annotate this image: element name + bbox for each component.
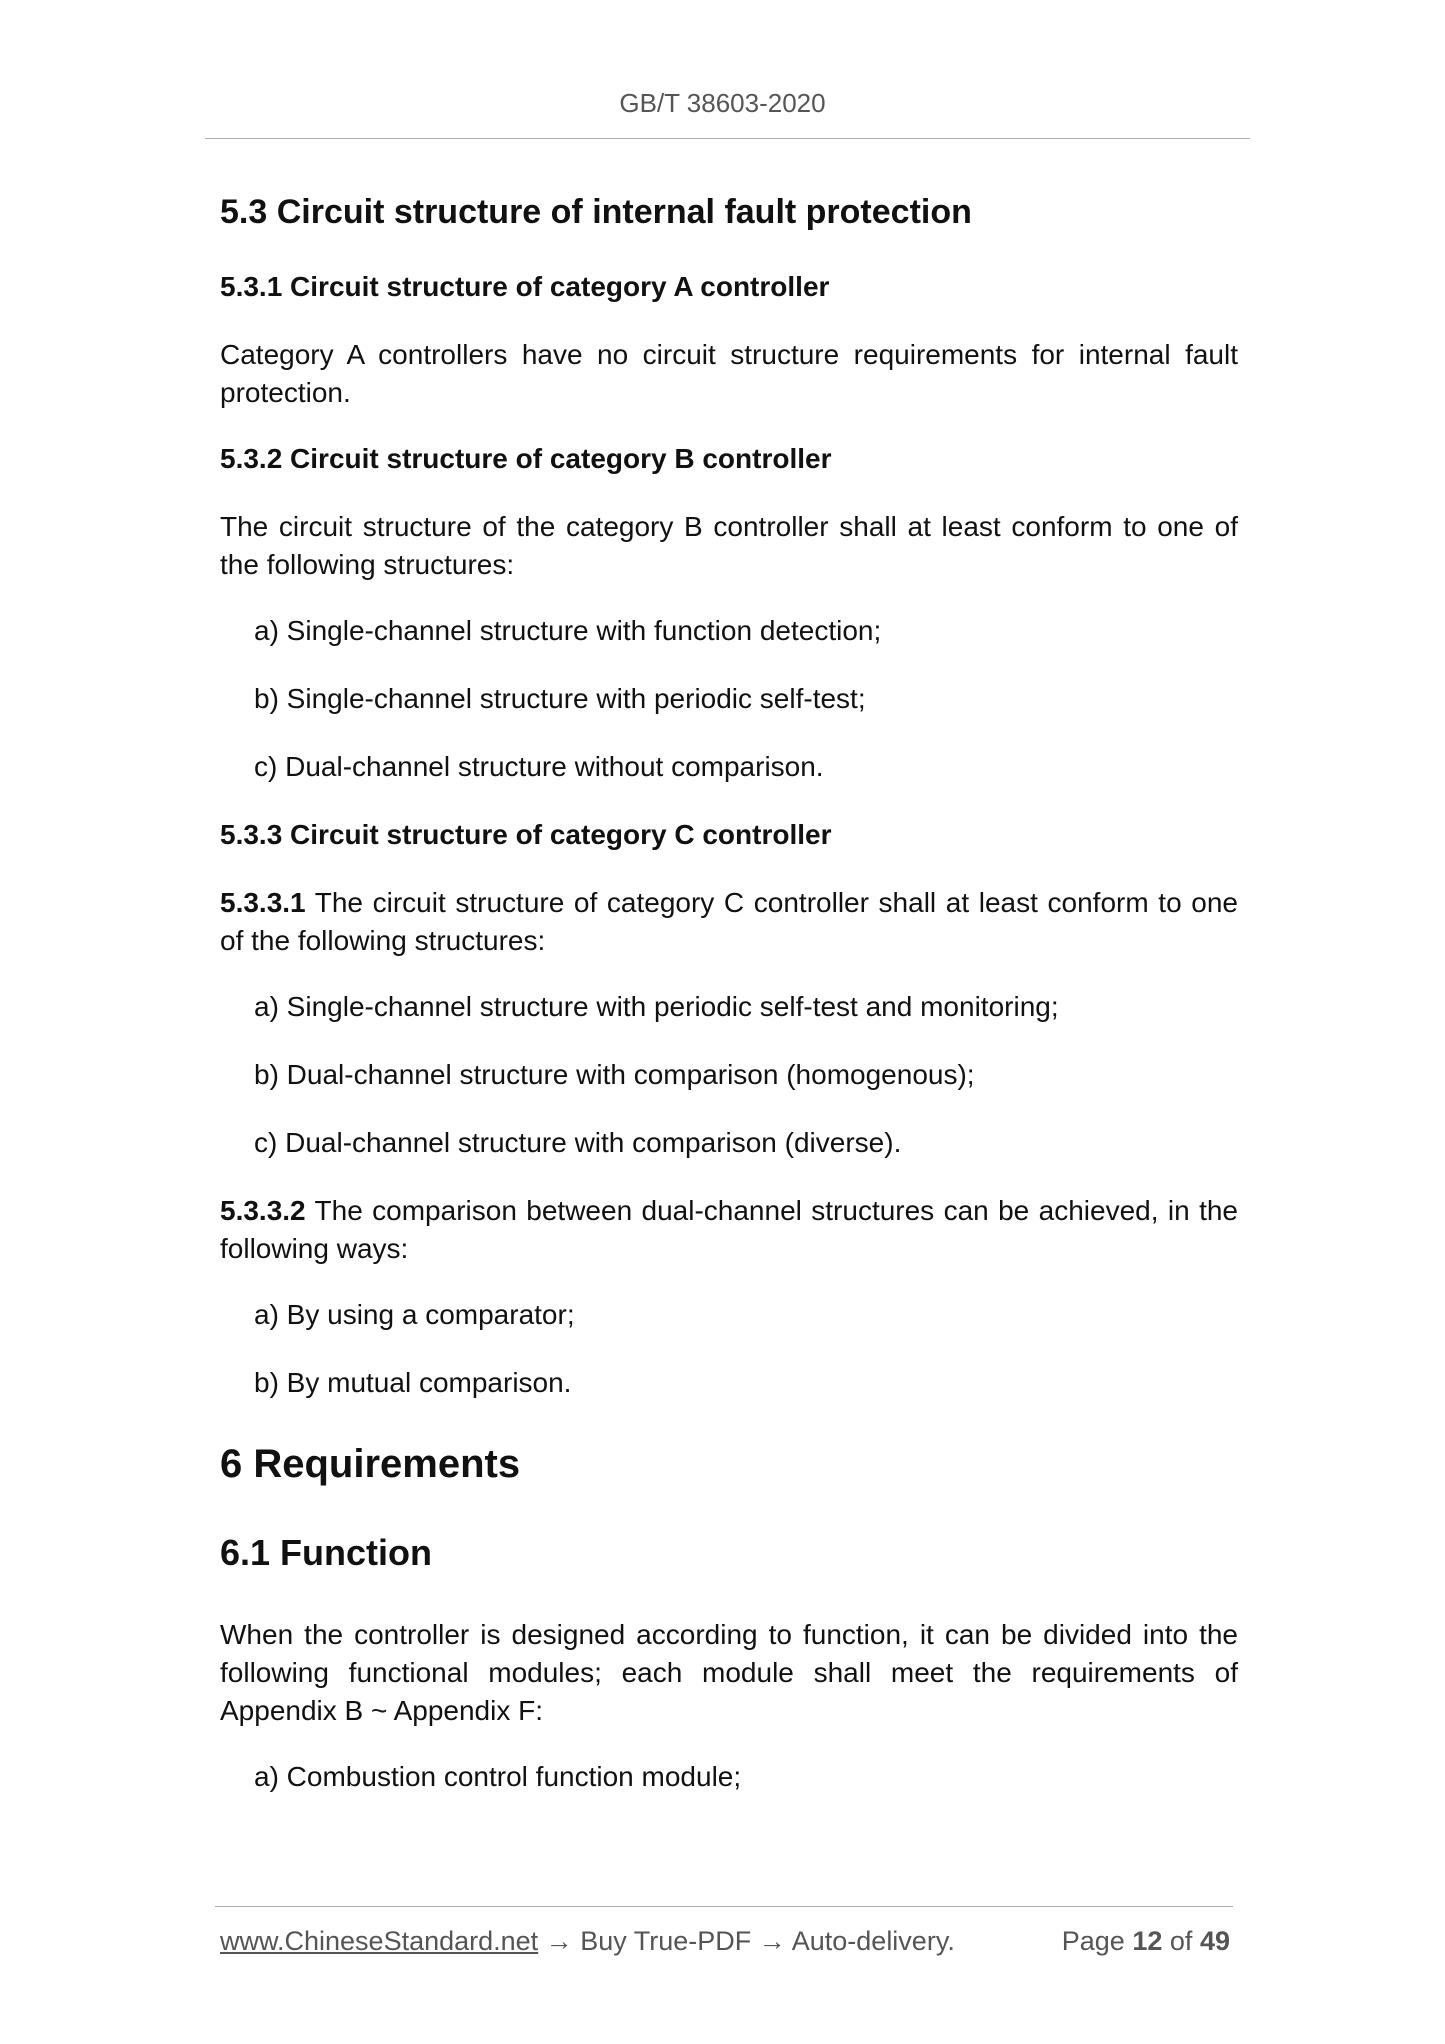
clause-text: The circuit structure of category C controller shall at least conform to one of the following structures: [220, 886, 1238, 956]
list-item: c) Dual-channel structure without comparison. [254, 750, 824, 782]
page-label: Page [1061, 1926, 1125, 1956]
heading-5-3-3: 5.3.3 Circuit structure of category C controller [220, 818, 832, 850]
list-item: b) Dual-channel structure with comparison (homogenous); [254, 1058, 975, 1090]
paragraph-6-1: When the controller is designed according to function, it can be divided into the following functional modules; each module shall meet the requirements of Appendix B ~ Appendix F: [220, 1619, 1238, 1727]
website-link[interactable]: www.ChineseStandard.net [220, 1926, 539, 1956]
page-total: 49 [1199, 1926, 1230, 1956]
list-item: a) Combustion control function module; [254, 1761, 742, 1793]
paragraph-5-3-2: The circuit structure of the category B controller shall at least conform to one of the following structures: [220, 510, 1238, 580]
list-item: a) Single-channel structure with function detection; [254, 614, 882, 646]
heading-5-3-2: 5.3.2 Circuit structure of category B controller [220, 442, 832, 474]
page-content [220, 180, 1238, 1826]
paragraph-5-3-3-2 [220, 1192, 1238, 1268]
heading-6-1: 6.1 Function [220, 1531, 433, 1573]
clause-text: The comparison between dual-channel structures can be achieved, in the following ways: [220, 1194, 1238, 1264]
list-item: b) By mutual comparison. [254, 1366, 572, 1398]
paragraph-5-3-1: Category A controllers have no circuit structure requirements for internal fault protection. [220, 338, 1238, 408]
heading-5-3: 5.3 Circuit structure of internal fault protection [220, 193, 972, 231]
footer-tagline: → Buy True-PDF → Auto-delivery. [538, 1926, 955, 1956]
page-number: 12 [1132, 1926, 1163, 1956]
heading-6: 6 Requirements [220, 1441, 521, 1486]
document-header: GB/T 38603-2020 [619, 88, 826, 118]
list-item: c) Dual-channel structure with comparison (diverse). [254, 1126, 902, 1158]
clause-number: 5.3.3.2 [220, 1194, 306, 1226]
footer-divider [215, 1906, 1233, 1907]
page-indicator [1062, 1926, 1230, 1957]
header-divider [205, 138, 1250, 139]
list-item: a) By using a comparator; [254, 1298, 575, 1330]
of-label: of [1169, 1926, 1193, 1956]
list-item: a) Single-channel structure with periodic self-test and monitoring; [254, 990, 1059, 1022]
page-footer [220, 1926, 1230, 1957]
paragraph-5-3-3-1 [220, 884, 1238, 960]
list-item: b) Single-channel structure with periodic self-test; [254, 682, 866, 714]
heading-5-3-1: 5.3.1 Circuit structure of category A controller [220, 271, 830, 303]
clause-number: 5.3.3.1 [220, 886, 306, 918]
